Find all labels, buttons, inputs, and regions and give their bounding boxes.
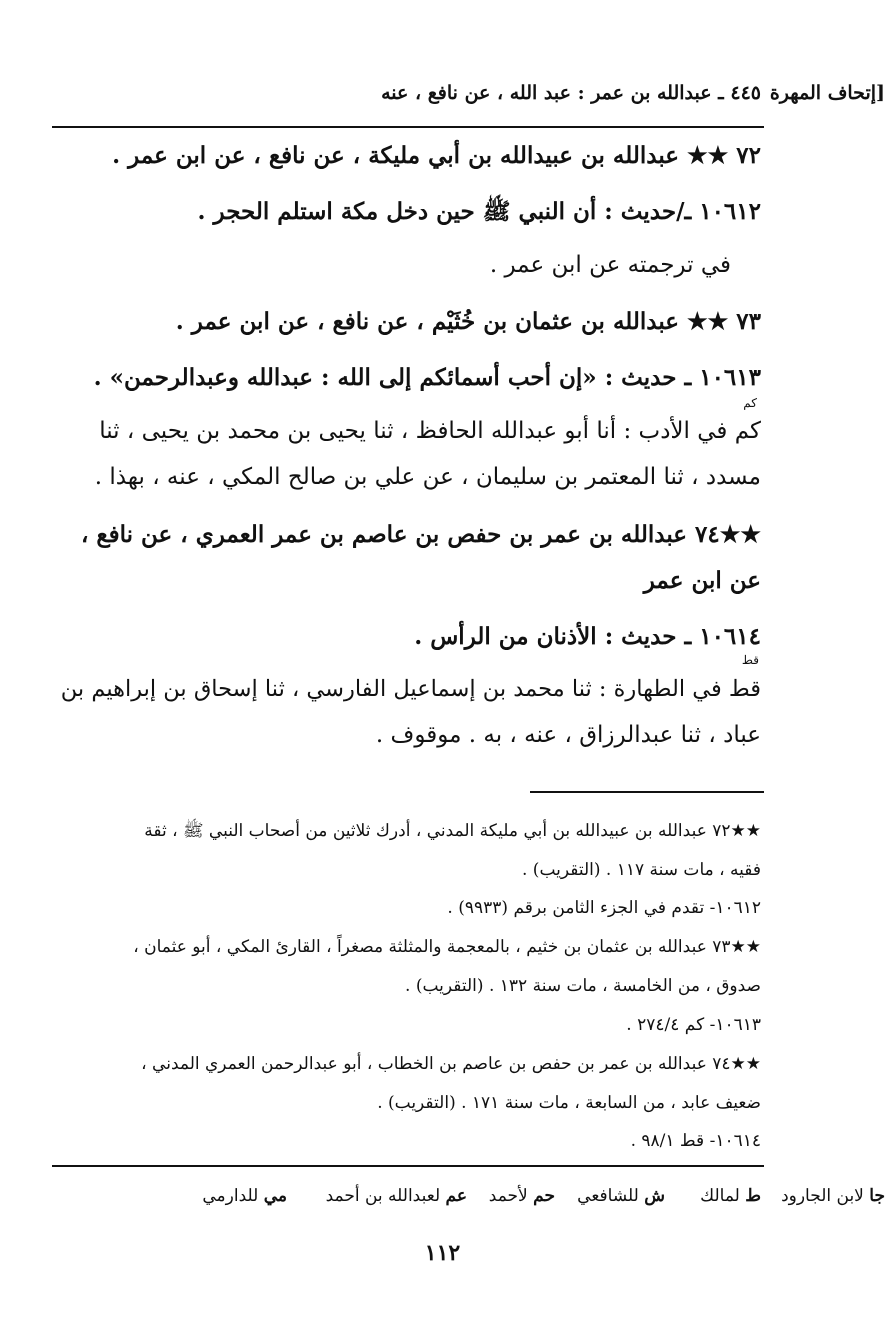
running-header-book: [إتحاف المهرة: [769, 82, 885, 104]
hadith-10612: ١٠٦١٢ ـ/حديث : أن النبي ﷺ حين دخل مكة استلم الحجر .: [197, 198, 761, 225]
abbrev-text: لمالك: [700, 1186, 740, 1206]
footnote-73-line-1: ★★٧٣ عبدالله بن عثمان بن خثيم ، بالمعجمة والمثلثة مصغراً ، القارئ المكي ، أبو عثمان ،: [133, 937, 761, 957]
footnote-74-line-1: ★★٧٤ عبدالله بن عمر بن حفص بن عاصم بن الخطاب ، أبو عبدالرحمن العمري المدني ،: [141, 1054, 761, 1074]
abbrev-malik: [700, 1186, 761, 1206]
hadith-10614-chain-1: قط في الطهارة : ثنا محمد بن إسماعيل الفارسي ، ثنا إسحاق بن إبراهيم بن: [60, 676, 761, 702]
hadith-10613: ١٠٦١٣ ـ حديث : «إن أحب أسمائكم إلى الله : عبدالله وعبدالرحمن» .: [93, 364, 761, 391]
abbrev-ahmad: [489, 1186, 555, 1206]
abbrev-key: ط: [745, 1186, 761, 1206]
footnote-10613: ١٠٦١٣- كم ٢٧٤/٤ .: [626, 1015, 761, 1035]
abbrev-abdullah: [326, 1186, 467, 1206]
narrator-heading-74: ★★٧٤ عبدالله بن عمر بن حفص بن عاصم بن عمر العمري ، عن نافع ،: [80, 521, 761, 548]
abbrev-text: للشافعي: [577, 1186, 639, 1206]
abbrev-key: عم: [445, 1186, 467, 1206]
abbrev-shafii: [577, 1186, 665, 1206]
footnote-73-line-2: صدوق ، من الخامسة ، مات سنة ١٣٢ . (التقريب) .: [405, 976, 761, 996]
running-header-chapter: ٤٤٥ ـ عبدالله بن عمر : عبد الله ، عن نافع ، عنه: [381, 82, 761, 104]
hadith-10613-chain-2: مسدد ، ثنا المعتمر بن سليمان ، عن علي بن صالح المكي ، عنه ، بهذا .: [94, 464, 761, 490]
source-siglum-qt: قط: [741, 653, 759, 667]
narrator-heading-73: ٧٣ ★★ عبدالله بن عثمان بن خُثَيْم ، عن نافع ، عن ابن عمر .: [175, 308, 761, 335]
footnote-10612: ١٠٦١٢- تقدم في الجزء الثامن برقم (٩٩٣٣) .: [447, 898, 761, 918]
abbrev-key: حم: [533, 1186, 555, 1206]
page-number: ١١٢: [424, 1240, 461, 1266]
footnote-72-line-2: فقيه ، مات سنة ١١٧ . (التقريب) .: [522, 860, 761, 880]
narrator-heading-72: ٧٢ ★★ عبدالله بن عبيدالله بن أبي مليكة ، عن نافع ، عن ابن عمر .: [112, 142, 761, 169]
abbrev-key: جا: [869, 1186, 885, 1206]
header-rule: [52, 126, 764, 128]
hadith-10612-source: في ترجمته عن ابن عمر .: [489, 252, 731, 278]
hadith-10613-chain-1: كم في الأدب : أنا أبو عبدالله الحافظ ، ثنا يحيى بن محمد بن يحيى ، ثنا: [99, 418, 761, 444]
abbrev-text: للدارمي: [202, 1186, 259, 1206]
narrator-heading-74-cont: عن ابن عمر: [643, 567, 761, 594]
abbreviations-rule: [52, 1165, 764, 1167]
hadith-10614: ١٠٦١٤ ـ حديث : الأذنان من الرأس .: [414, 623, 761, 650]
abbrev-text: لعبدالله بن أحمد: [325, 1186, 441, 1206]
abbrev-text: لابن الجارود: [781, 1186, 864, 1206]
abbrev-text: لأحمد: [488, 1186, 528, 1206]
hadith-10614-chain-2: عباد ، ثنا عبدالرزاق ، عنه ، به . موقوف .: [375, 722, 761, 748]
abbrev-darimi: [202, 1186, 287, 1206]
abbrev-jarud: [781, 1186, 885, 1206]
footnote-74-line-2: ضعيف عابد ، من السابعة ، مات سنة ١٧١ . (التقريب) .: [377, 1093, 761, 1113]
abbrev-key: مي: [263, 1186, 287, 1206]
footnote-rule: [530, 791, 764, 793]
source-siglum-kam: كم: [743, 396, 757, 410]
footnote-10614: ١٠٦١٤- قط ٩٨/١ .: [630, 1131, 761, 1151]
abbrev-key: ش: [644, 1186, 665, 1206]
footnote-72-line-1: ★★٧٢ عبدالله بن عبيدالله بن أبي مليكة المدني ، أدرك ثلاثين من أصحاب النبي ﷺ ، ثقة: [144, 821, 761, 841]
